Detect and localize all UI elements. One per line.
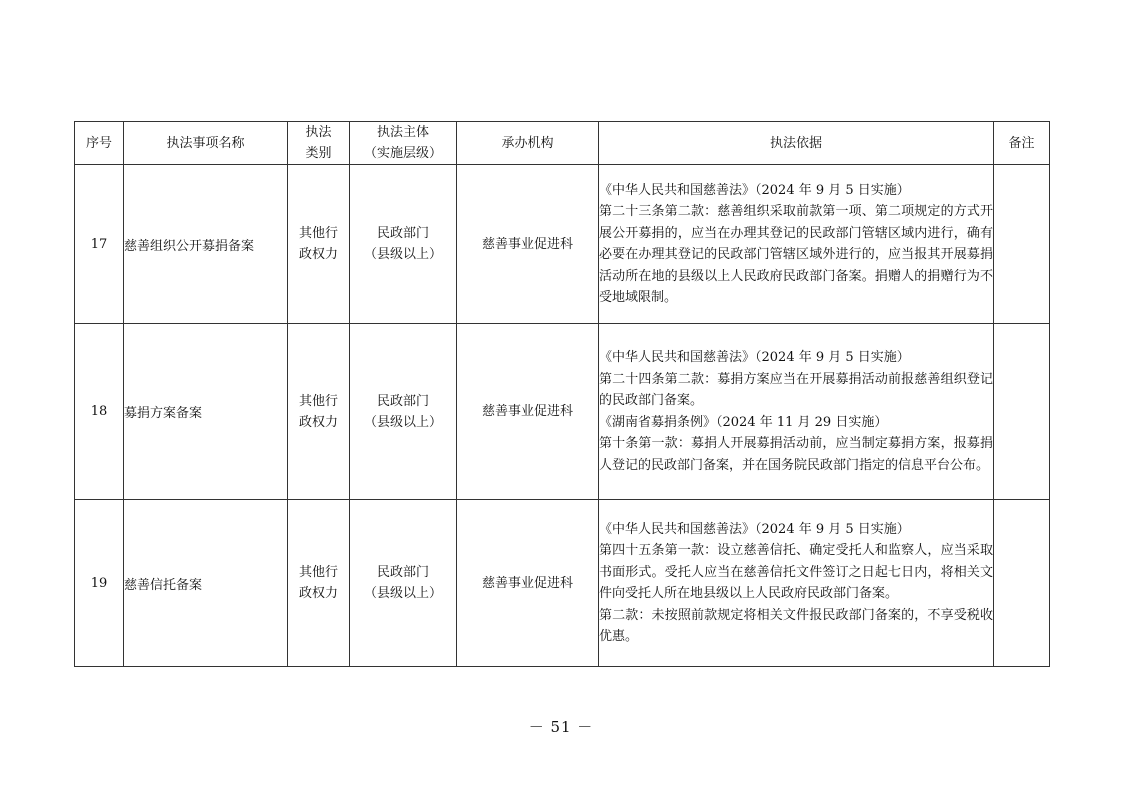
enforcement-table xyxy=(74,121,1050,667)
page-number: － 51 － xyxy=(528,718,594,736)
basis-paragraph: 第十条第一款：募捐人开展募捐活动前，应当制定募捐方案，报募捐人登记的民政部门备案，并在国务院民政部门指定的信息平台公布。 xyxy=(599,436,993,473)
basis-paragraph: 第二款：未按照前款规定将相关文件报民政部门备案的，不享受税收优惠。 xyxy=(599,607,993,644)
basis-paragraph: 第二十三条第二款：慈善组织采取前款第一项、第二项规定的方式开展公开募捐的，应当在办理其登记的民政部门管辖区域内进行，确有必要在办理其登记的民政部门管辖区域外进行的，应当报其开展募捐活动所在地的县级以上人民政府民政部门备案。捐赠人的捐赠行为不受地域限制。 xyxy=(599,204,993,305)
row-basis xyxy=(599,500,994,667)
header-subject-line2: （实施层级） xyxy=(363,146,442,161)
basis-paragraph: 第四十五条第一款：设立慈善信托、确定受托人和监察人，应当采取书面形式。受托人应当在慈善信托文件签订之日起七日内，将相关文件向受托人所在地县级以上人民政府民政部门备案。 xyxy=(599,543,993,601)
header-subject xyxy=(350,122,457,165)
row-subject-line2: （县级以上） xyxy=(363,247,442,262)
header-type xyxy=(288,122,350,165)
row-note xyxy=(994,324,1050,500)
row-type-line2: 政权力 xyxy=(298,247,338,262)
basis-paragraph: 《中华人民共和国慈善法》（2024 年 9 月 5 日实施） xyxy=(599,182,910,198)
row-type-line1: 其他行 xyxy=(298,393,338,409)
row-type-line1: 其他行 xyxy=(298,226,338,241)
table-header-row xyxy=(75,122,1050,165)
row-seq: 18 xyxy=(75,324,124,500)
row-basis xyxy=(599,165,994,324)
row-type-line2: 政权力 xyxy=(298,414,338,430)
row-type-line2: 政权力 xyxy=(298,586,338,601)
row-type xyxy=(288,500,350,667)
header-basis: 执法依据 xyxy=(599,122,994,165)
header-seq: 序号 xyxy=(75,122,124,165)
row-type xyxy=(288,165,350,324)
row-org: 慈善事业促进科 xyxy=(457,324,599,500)
row-seq: 19 xyxy=(75,500,124,667)
row-subject-line1: 民政部门 xyxy=(376,226,429,241)
row-item-name: 慈善组织公开募捐备案 xyxy=(124,165,288,324)
row-org: 慈善事业促进科 xyxy=(457,500,599,667)
row-item-name: 慈善信托备案 xyxy=(124,500,288,667)
row-note xyxy=(994,500,1050,667)
table-row xyxy=(75,500,1050,667)
header-type-line2: 类别 xyxy=(305,146,332,161)
header-subject-line1: 执法主体 xyxy=(376,125,429,140)
row-basis xyxy=(599,324,994,500)
basis-paragraph: 《中华人民共和国慈善法》（2024 年 9 月 5 日实施） xyxy=(599,521,910,537)
row-subject xyxy=(350,165,457,324)
row-subject-line2: （县级以上） xyxy=(363,586,442,601)
header-note: 备注 xyxy=(994,122,1050,165)
table-row xyxy=(75,324,1050,500)
basis-paragraph: 《湖南省募捐条例》（2024 年 11 月 29 日实施） xyxy=(599,414,888,430)
row-item-name: 募捐方案备案 xyxy=(124,324,288,500)
table-row xyxy=(75,165,1050,324)
basis-paragraph: 第二十四条第二款：募捐方案应当在开展募捐活动前报慈善组织登记的民政部门备案。 xyxy=(599,371,993,408)
row-org: 慈善事业促进科 xyxy=(457,165,599,324)
row-subject-line1: 民政部门 xyxy=(376,393,429,409)
row-seq: 17 xyxy=(75,165,124,324)
row-note xyxy=(994,165,1050,324)
row-subject-line2: （县级以上） xyxy=(363,414,442,430)
basis-paragraph: 《中华人民共和国慈善法》（2024 年 9 月 5 日实施） xyxy=(599,350,910,365)
header-org: 承办机构 xyxy=(457,122,599,165)
row-subject xyxy=(350,500,457,667)
header-type-line1: 执法 xyxy=(305,125,332,140)
row-subject xyxy=(350,324,457,500)
header-item: 执法事项名称 xyxy=(124,122,288,165)
row-subject-line1: 民政部门 xyxy=(376,565,429,580)
row-type-line1: 其他行 xyxy=(298,565,338,580)
row-type xyxy=(288,324,350,500)
